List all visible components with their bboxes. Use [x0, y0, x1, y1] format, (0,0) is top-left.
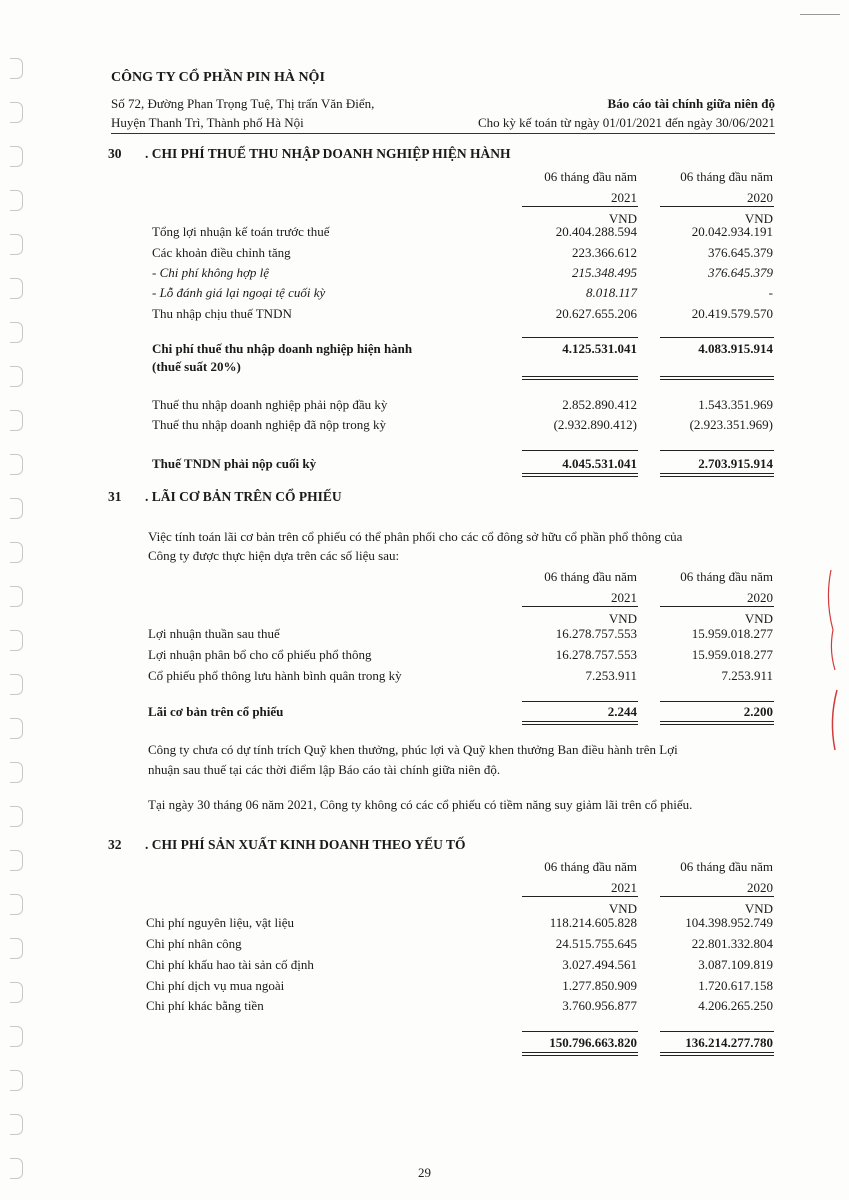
column-header-2020: [680, 566, 773, 629]
subtotal-rule: [522, 337, 638, 338]
value-2021: 2.244: [607, 704, 637, 719]
subtotal-rule: [660, 701, 774, 702]
column-rule: [660, 606, 774, 607]
column-header-year: 2020: [747, 590, 773, 605]
value-2020: 4.206.265.250: [698, 998, 773, 1013]
column-header-label: 06 tháng đầu năm: [544, 169, 637, 184]
double-rule: [522, 721, 638, 722]
value-2021: 4.125.531.041: [562, 341, 637, 356]
value-2020: 15.959.018.277: [691, 647, 773, 662]
binding-ring: [10, 630, 23, 651]
row-label: Lợi nhuận thuần sau thuế: [148, 626, 280, 641]
column-header-year: 2020: [747, 880, 773, 895]
section-title: . CHI PHÍ SẢN XUẤT KINH DOANH THEO YẾU TỐ: [145, 837, 466, 852]
value-2021: 1.277.850.909: [562, 978, 637, 993]
value-2020: 20.042.934.191: [691, 224, 773, 239]
column-header-year: 2020: [747, 190, 773, 205]
binding-ring: [10, 542, 23, 563]
subtotal-rule: [660, 450, 774, 451]
row-label: Lợi nhuận phân bổ cho cổ phiếu phổ thông: [148, 647, 372, 662]
value-2020: 1.720.617.158: [698, 978, 773, 993]
binding-ring: [10, 498, 23, 519]
section-number: 32: [108, 837, 122, 852]
binding-ring: [10, 1114, 23, 1135]
binding-ring: [10, 278, 23, 299]
row-label: Chi phí thuế thu nhập doanh nghiệp hiện hành: [152, 341, 413, 356]
row-label: - Lỗ đánh giá lại ngoại tệ cuối kỳ: [152, 285, 326, 300]
value-2020: (2.923.351.969): [689, 417, 773, 432]
column-header-label: 06 tháng đầu năm: [544, 569, 637, 584]
subtotal-rule: [660, 337, 774, 338]
double-rule: [522, 476, 638, 477]
binding-ring: [10, 366, 23, 387]
row-label: Tổng lợi nhuận kế toán trước thuế: [152, 224, 330, 239]
double-rule: [660, 379, 774, 380]
column-rule: [522, 896, 638, 897]
value-2020: 376.645.379: [708, 265, 773, 280]
paragraph-line: nhuận sau thuế tại các thời điểm lập Báo cáo tài chính giữa niên độ.: [148, 762, 501, 777]
value-2021: 16.278.757.553: [555, 647, 637, 662]
double-rule: [522, 1055, 638, 1056]
binding-ring: [10, 58, 23, 79]
column-header-unit: VND: [744, 901, 773, 916]
binding-ring: [10, 234, 23, 255]
value-2020: 2.703.915.914: [698, 456, 773, 471]
value-2020: -: [768, 285, 773, 300]
value-2021: 4.045.531.041: [562, 456, 637, 471]
double-rule: [522, 376, 638, 377]
value-2020: 22.801.332.804: [691, 936, 773, 951]
subtotal-rule: [522, 450, 638, 451]
column-header-year: 2021: [611, 880, 637, 895]
binding-ring: [10, 1026, 23, 1047]
value-2021: 223.366.612: [572, 245, 637, 260]
binding-ring: [10, 718, 23, 739]
row-label: Thuế thu nhập doanh nghiệp đã nộp trong kỳ: [152, 417, 386, 432]
paragraph-line: Công ty được thực hiện dựa trên các số liệu sau:: [148, 548, 400, 563]
value-2021: 2.852.890.412: [562, 397, 637, 412]
subtotal-rule: [522, 701, 638, 702]
value-2020: 1.543.351.969: [698, 397, 773, 412]
double-rule: [522, 473, 638, 474]
row-label: Các khoản điều chỉnh tăng: [152, 245, 291, 260]
subtotal-rule: [522, 1031, 638, 1032]
column-header-2020: [680, 166, 773, 229]
binding-ring: [10, 762, 23, 783]
row-label: Lãi cơ bản trên cổ phiếu: [148, 704, 284, 719]
value-2021: 7.253.911: [585, 668, 637, 683]
report-period: Cho kỳ kế toán từ ngày 01/01/2021 đến ngày 30/06/2021: [478, 115, 775, 130]
binding-ring: [10, 190, 23, 211]
paragraph-line: Việc tính toán lãi cơ bản trên cổ phiếu có thể phân phối cho các cổ đông sở hữu cổ phần phổ thông của: [148, 529, 683, 544]
section-title: . CHI PHÍ THUẾ THU NHẬP DOANH NGHIỆP HIỆN HÀNH: [145, 146, 511, 161]
value-2021: 215.348.495: [572, 265, 637, 280]
value-2021: 20.627.655.206: [555, 306, 637, 321]
double-rule: [660, 473, 774, 474]
binding-ring: [10, 894, 23, 915]
corner-mark: [800, 14, 840, 15]
binding-rings: [0, 0, 36, 1200]
column-header-unit: VND: [744, 611, 773, 626]
value-2021: 16.278.757.553: [555, 626, 637, 641]
binding-ring: [10, 806, 23, 827]
subtotal-rule: [660, 1031, 774, 1032]
value-2020: 104.398.952.749: [685, 915, 773, 930]
value-2021: (2.932.890.412): [553, 417, 637, 432]
section-title: . LÃI CƠ BẢN TRÊN CỔ PHIẾU: [145, 489, 342, 504]
column-header-label: 06 tháng đầu năm: [544, 859, 637, 874]
column-header-unit: VND: [744, 211, 773, 226]
binding-ring: [10, 146, 23, 167]
double-rule: [522, 379, 638, 380]
column-header-label: 06 tháng đầu năm: [680, 569, 773, 584]
row-label: Chi phí khác bằng tiền: [146, 998, 264, 1013]
binding-ring: [10, 586, 23, 607]
report-title: Báo cáo tài chính giữa niên độ: [607, 96, 775, 111]
column-header-2021: [544, 856, 637, 919]
value-2020: 15.959.018.277: [691, 626, 773, 641]
value-2021: 8.018.117: [585, 285, 637, 300]
value-2020: 4.083.915.914: [698, 341, 773, 356]
total-2021: 150.796.663.820: [549, 1035, 637, 1050]
value-2021: 24.515.755.645: [555, 936, 637, 951]
column-header-label: 06 tháng đầu năm: [680, 859, 773, 874]
row-label: - Chi phí không hợp lệ: [152, 265, 270, 280]
paragraph-line: Công ty chưa có dự tính trích Quỹ khen thưởng, phúc lợi và Quỹ khen thưởng Ban điều hành trên Lợi: [148, 742, 678, 757]
column-header-2020: [680, 856, 773, 919]
value-2021: 3.027.494.561: [562, 957, 637, 972]
row-label: Chi phí nguyên liệu, vật liệu: [146, 915, 295, 930]
total-2020: 136.214.277.780: [685, 1035, 773, 1050]
row-label: Thu nhập chịu thuế TNDN: [152, 306, 292, 321]
company-address-line1: Số 72, Đường Phan Trọng Tuệ, Thị trấn Văn Điển,: [111, 96, 375, 111]
binding-ring: [10, 982, 23, 1003]
column-header-unit: VND: [608, 901, 637, 916]
binding-ring: [10, 1070, 23, 1091]
double-rule: [522, 1052, 638, 1053]
column-rule: [660, 896, 774, 897]
row-label-cont: (thuế suất 20%): [152, 359, 241, 374]
paragraph-line: Tại ngày 30 tháng 06 năm 2021, Công ty không có các cổ phiếu có tiềm năng suy giảm lãi trên cổ phiếu.: [148, 797, 693, 812]
double-rule: [660, 1055, 774, 1056]
row-label: Chi phí nhân công: [146, 936, 242, 951]
column-header-label: 06 tháng đầu năm: [680, 169, 773, 184]
row-label: Thuế thu nhập doanh nghiệp phải nộp đầu kỳ: [152, 397, 388, 412]
value-2021: 3.760.956.877: [562, 998, 637, 1013]
column-header-unit: VND: [608, 611, 637, 626]
company-name: CÔNG TY CỔ PHẦN PIN HÀ NỘI: [111, 70, 325, 85]
double-rule: [660, 476, 774, 477]
binding-ring: [10, 102, 23, 123]
value-2020: 7.253.911: [721, 668, 773, 683]
column-header-2021: [544, 566, 637, 629]
section-number: 31: [108, 489, 122, 504]
column-rule: [522, 606, 638, 607]
header-rule: [111, 133, 775, 134]
double-rule: [660, 721, 774, 722]
column-rule: [522, 206, 638, 207]
value-2021: 118.214.605.828: [549, 915, 637, 930]
double-rule: [522, 724, 638, 725]
binding-ring: [10, 454, 23, 475]
column-header-year: 2021: [611, 590, 637, 605]
value-2020: 3.087.109.819: [698, 957, 773, 972]
binding-ring: [10, 322, 23, 343]
row-label: Thuế TNDN phải nộp cuối kỳ: [152, 456, 317, 471]
binding-ring: [10, 850, 23, 871]
value-2020: 376.645.379: [708, 245, 773, 260]
double-rule: [660, 724, 774, 725]
value-2021: 20.404.288.594: [555, 224, 637, 239]
binding-ring: [10, 938, 23, 959]
double-rule: [660, 376, 774, 377]
column-header-unit: VND: [608, 211, 637, 226]
row-label: Cổ phiếu phổ thông lưu hành bình quân trong kỳ: [148, 668, 402, 683]
column-header-year: 2021: [611, 190, 637, 205]
page-number: 29: [418, 1165, 431, 1180]
binding-ring: [10, 674, 23, 695]
company-address-line2: Huyện Thanh Trì, Thành phố Hà Nội: [111, 115, 304, 130]
row-label: Chi phí khấu hao tài sản cố định: [146, 957, 314, 972]
column-rule: [660, 206, 774, 207]
column-header-2021: [544, 166, 637, 229]
row-label: Chi phí dịch vụ mua ngoài: [146, 978, 285, 993]
section-number: 30: [108, 146, 122, 161]
stamp-mark: [811, 560, 841, 760]
value-2020: 2.200: [743, 704, 773, 719]
binding-ring: [10, 410, 23, 431]
value-2020: 20.419.579.570: [691, 306, 773, 321]
double-rule: [660, 1052, 774, 1053]
